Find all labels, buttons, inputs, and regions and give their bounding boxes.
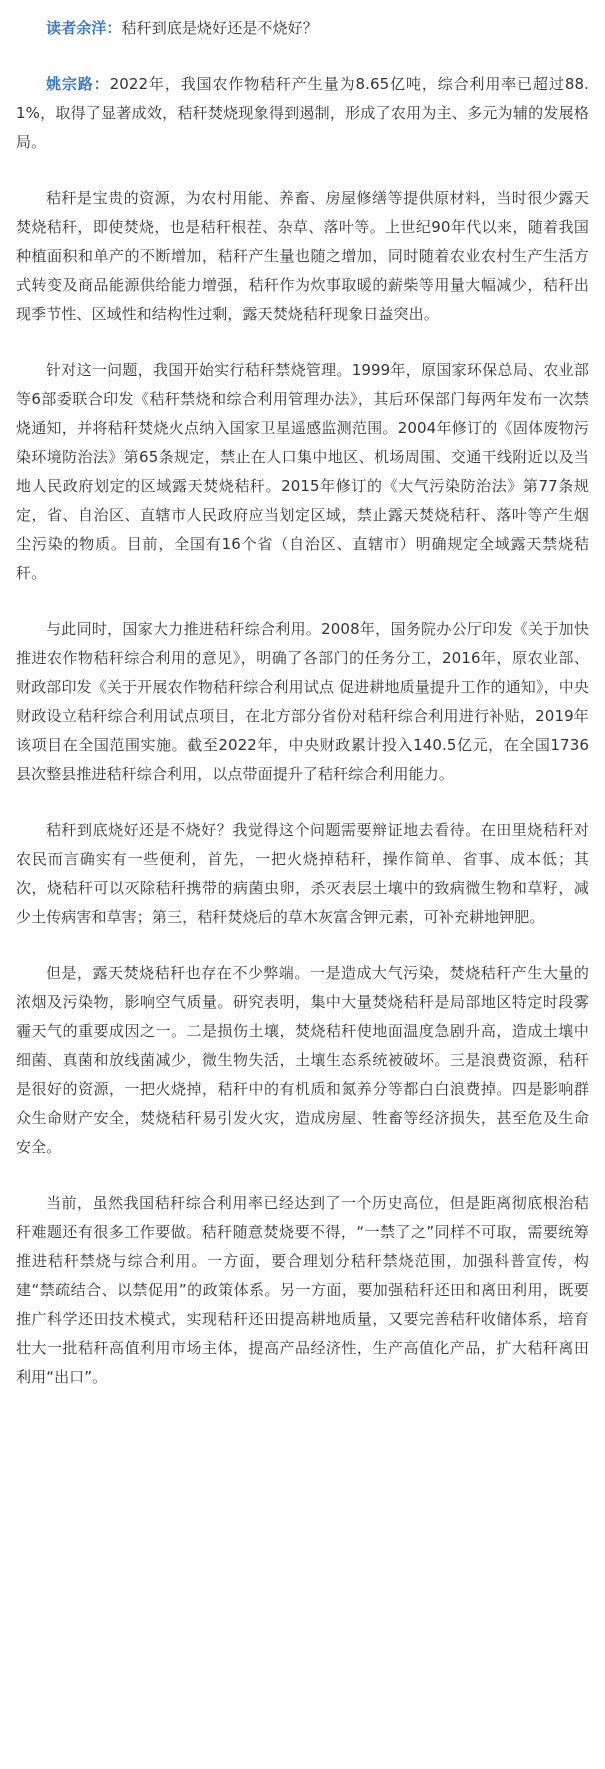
paragraph-7: 当前，虽然我国秸秆综合利用率已经达到了一个历史高位，但是距离彻底根治秸秆难题还有很多工作要做。秸秆随意焚烧要不得，“一禁了之”同样不可取，需要统筹推进秸秆禁烧与综合利用。一方面，要合理划分秸秆禁烧范围，加强科普宣传，构建“禁疏结合、以禁促用”的政策体系。另一方面，要加强秸秆还田和离田利用，既要推广科学还田技术模式，实现秸秆还田提高耕地质量，又要完善秸秆收储体系，培育壮大一批秸秆高值利用市场主体，提高产品经济性，生产高值化产品，扩大秸秆离田利用“出口”。 [16, 1194, 589, 1386]
paragraph-5: 秸秆到底烧好还是不烧好？我觉得这个问题需要辩证地去看待。在田里烧秸秆对农民而言确实有一些便利，首先，一把火烧掉秸秆，操作简单、省事、成本低；其次，烧秸秆可以灭除秸秆携带的病菌虫卵，杀灭表层土壤中的致病微生物和草籽，减少土传病害和草害；第三，秸秆焚烧后的草木灰富含钾元素，可补充耕地钾肥。 [16, 821, 589, 926]
question-text: 秸秆到底是烧好还是不烧好？ [121, 19, 318, 37]
question-paragraph [16, 14, 589, 43]
paragraph-4: 与此同时，国家大力推进秸秆综合利用。2008年，国务院办公厅印发《关于加快推进农作物秸秆综合利用的意见》，明确了各部门的任务分工，2016年，原农业部、财政部印发《关于开展农作物秸秆综合利用试点 促进耕地质量提升工作的通知》，中央财政设立秸秆综合利用试点项目，在北方部分省份对秸秆综合利用进行补贴，2019年该项目在全国范围实施。截至2022年，中央财政累计投入140.5亿元，在全国1736县次整县推进秸秆综合利用，以点带面提升了秸秆综合利用能力。 [16, 620, 589, 783]
paragraph-text: 2022年，我国农作物秸秆产生量为8.65亿吨，综合利用率已超过88.1%，取得了显著成效，秸秆焚烧现象得到遏制，形成了农用为主、多元为辅的发展格局。 [16, 75, 589, 151]
paragraph-2: 秸秆是宝贵的资源，为农村用能、养畜、房屋修缮等提供原材料，当时很少露天焚烧秸秆，即使焚烧，也是秸秆根茬、杂草、落叶等。上世纪90年代以来，随着我国种植面积和单产的不断增加，秸秆产生量也随之增加，同时随着农业农村生产生活方式转变及商品能源供给能力增强，秸秆作为炊事取暖的薪柴等用量大幅减少，秸秆出现季节性、区域性和结构性过剩，露天焚烧秸秆现象日益突出。 [16, 189, 589, 323]
question-speaker: 读者余洋： [46, 19, 122, 37]
paragraph-3: 针对这一问题，我国开始实行秸秆禁烧管理。1999年，原国家环保总局、农业部等6部委联合印发《秸秆禁烧和综合利用管理办法》，其后环保部门每两年发布一次禁烧通知，并将秸秆焚烧火点纳入国家卫星遥感监测范围。2004年修订的《固体废物污染环境防治法》第65条规定，禁止在人口集中地区、机场周围、交通干线附近以及当地人民政府划定的区域露天焚烧秸秆。2015年修订的《大气污染防治法》第77条规定，省、自治区、直辖市人民政府应当划定区域，禁止露天焚烧秸秆、落叶等产生烟尘污染的物质。目前，全国有16个省（自治区、直辖市）明确规定全域露天禁烧秸秆。 [16, 361, 589, 582]
paragraph-6: 但是，露天焚烧秸秆也存在不少弊端。一是造成大气污染，焚烧秸秆产生大量的浓烟及污染物，影响空气质量。研究表明，集中大量焚烧秸秆是局部地区特定时段雾霾天气的重要成因之一。二是损伤土壤，焚烧秸秆使地面温度急剧升高，造成土壤中细菌、真菌和放线菌减少，微生物失活，土壤生态系统被破坏。三是浪费资源，秸秆是很好的资源，一把火烧掉，秸秆中的有机质和氮养分等都白白浪费掉。四是影响群众生命财产安全，焚烧秸秆易引发火灾，造成房屋、牲畜等经济损失，甚至危及生命安全。 [16, 964, 589, 1156]
answer-paragraph-1 [16, 70, 589, 157]
answer-speaker: 姚宗路： [46, 75, 110, 93]
